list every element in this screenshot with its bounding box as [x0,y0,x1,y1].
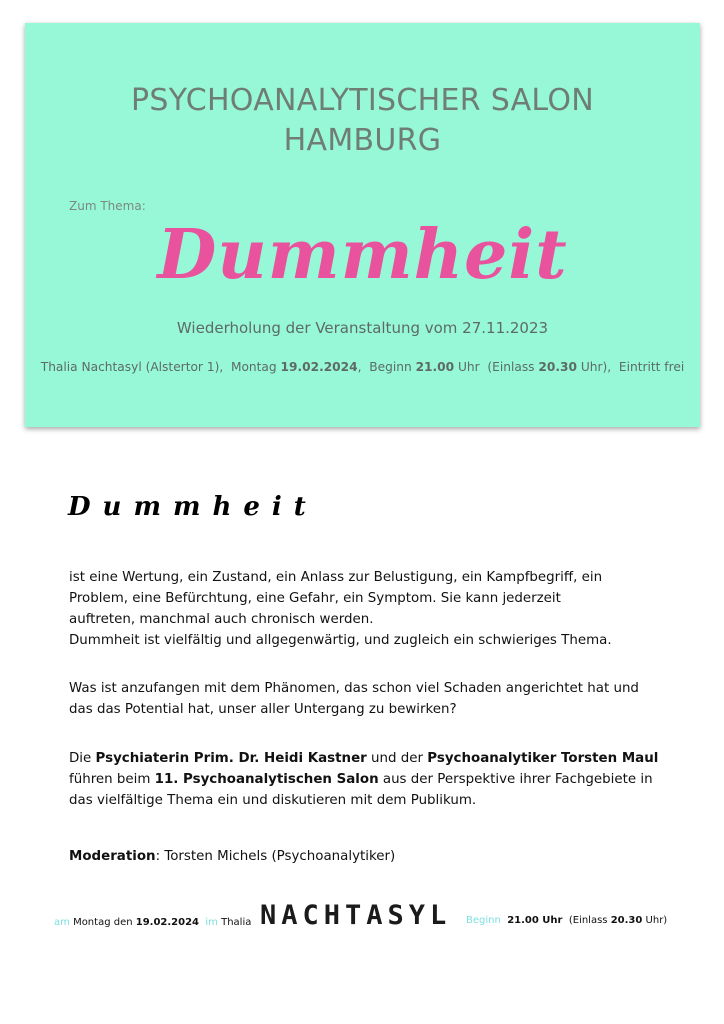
info-day: Montag [230,360,277,374]
moderation-text: : Torsten Michels (Psychoanalytiker) [155,849,396,864]
footer-date: 19.02.2024 [135,917,200,928]
paragraph-line: auftreten, manchmal auch chronisch werden. [69,612,374,627]
info-admission-time: 20.30 [538,360,577,374]
salon-name: 11. Psychoanalytischen Salon [154,772,379,787]
info-begin-label: Beginn [369,360,412,374]
paragraph-speakers [69,748,669,811]
footer-event-line [54,900,694,940]
repeat-notice: Wiederholung der Veranstaltung vom 27.11.2023 [176,319,549,337]
topic-title: Dummheit [157,215,568,295]
info-venue: Thalia Nachtasyl (Alstertor 1), [40,360,224,374]
nachtasyl-logo: NACHTASYL [260,900,452,931]
footer-begin-label: Beginn [466,915,501,926]
topic-label: Zum Thema: [69,199,146,213]
paragraph-line: Was ist anzufangen mit dem Phänomen, das schon viel Schaden angerichtet hat und [69,681,639,696]
footer-venue: Thalia [221,917,252,928]
speaker-1: Psychiaterin Prim. Dr. Heidi Kastner [95,751,367,766]
event-banner [25,23,700,427]
footer-day: Montag den [73,917,133,928]
paragraph-moderation [69,846,669,867]
paragraph-line: Dummheit ist vielfältig und allgegenwärtig, und zugleich ein schwieriges Thema. [69,633,612,648]
footer-im: im [205,917,218,928]
info-begin-time: 21.00 [415,360,455,374]
info-entry: Eintritt frei [618,360,685,374]
footer-times [466,915,667,926]
speakers-text-1: Die [69,751,96,766]
speaker-2: Psychoanalytiker Torsten Maul [427,751,659,766]
paragraph-line [69,769,669,790]
footer-admission-label: (Einlass [568,915,608,926]
event-info-line: Thalia Nachtasyl (Alstertor 1), Montag 19.02.2024, Beginn 21.00 Uhr (Einlass 20.30 Uhr), Eintritt frei [40,360,685,374]
info-admission-close: Uhr), [580,360,612,374]
section-title: Dummheit [68,492,318,522]
paragraph-line: Problem, eine Befürchtung, eine Gefahr, ein Symptom. Sie kann jederzeit [69,591,561,606]
banner-title-line2: HAMBURG [283,123,442,158]
banner-title-line1: PSYCHOANALYTISCHER SALON [130,83,595,118]
footer-admission-close: Uhr) [645,915,668,926]
paragraph-question [69,678,669,720]
paragraph-line [69,748,669,769]
footer-begin-time: 21.00 Uhr [507,915,563,926]
paragraph-line: das das Potential hat, unser aller Untergang zu bewirken? [69,702,457,717]
paragraph-line: das vielfältige Thema ein und diskutieren mit dem Publikum. [69,793,477,808]
speakers-text-3: führen beim [69,772,155,787]
footer-am: am [54,917,70,928]
info-admission-label: (Einlass [487,360,535,374]
speakers-text-4: aus der Perspektive ihrer Fachgebiete in [378,772,653,787]
footer-admission-time: 20.30 [610,915,643,926]
info-uhr: Uhr [458,360,480,374]
banner-title [25,81,700,161]
moderation-label: Moderation [69,849,156,864]
paragraph-line: ist eine Wertung, ein Zustand, ein Anlass zur Belustigung, ein Kampfbegriff, ein [69,570,603,585]
speakers-text-2: und der [366,751,428,766]
paragraph-intro [69,567,669,651]
info-date: 19.02.2024 [280,360,358,374]
footer-date-venue [54,917,251,928]
